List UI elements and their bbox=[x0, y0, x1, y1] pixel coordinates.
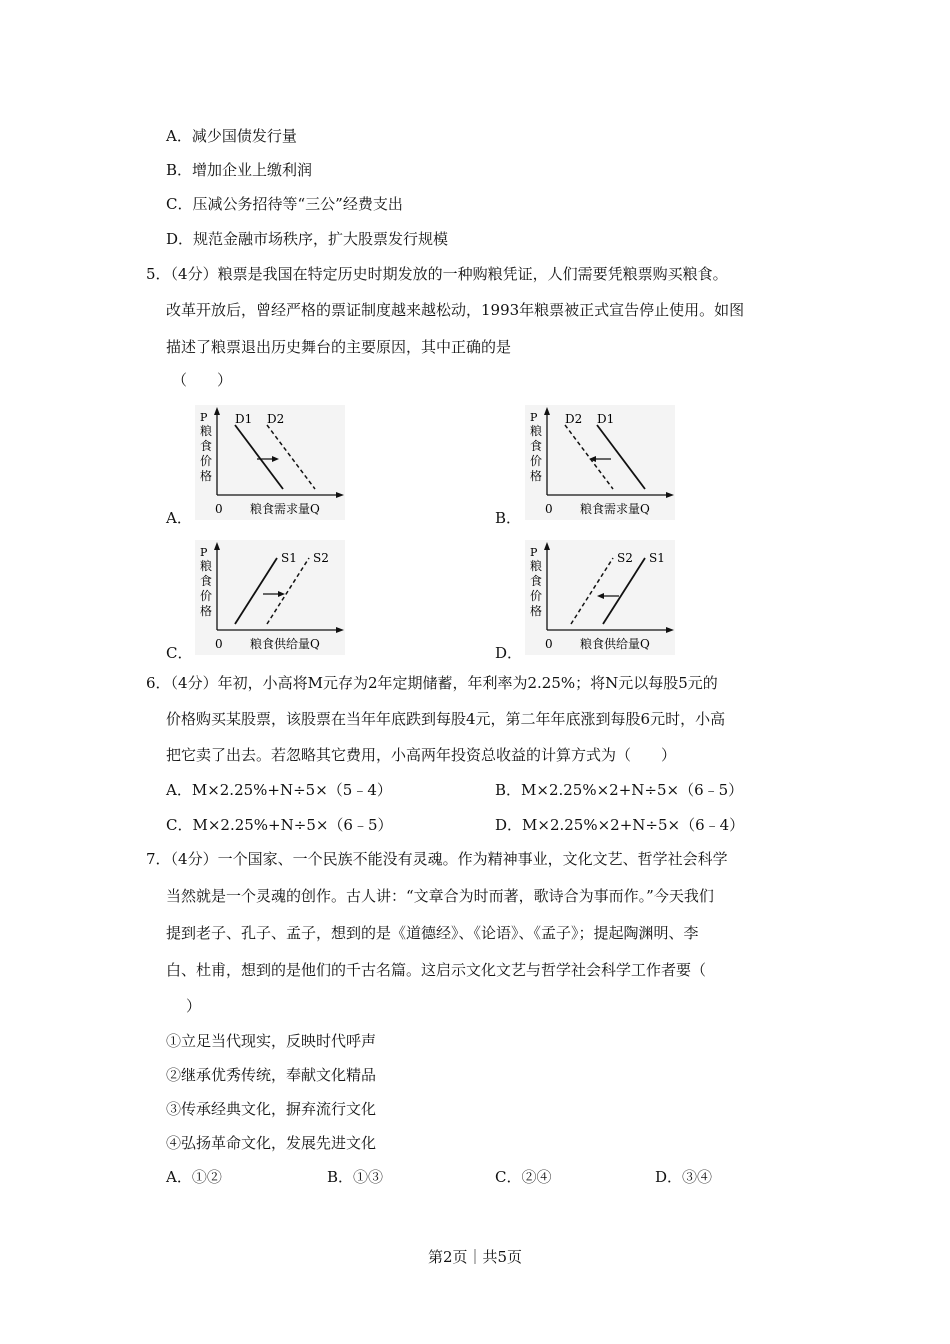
q5-c-ylabel-4: 格 bbox=[200, 604, 213, 618]
q5-stem-line-2: 改革开放后，曾经严格的票证制度越来越松动，1993年粮票被正式宣告停止使用。如图 bbox=[166, 301, 745, 319]
q6-stem-line-2: 价格购买某股票，该股票在当年年底跌到每股4元，第二年年底涨到每股6元时，小高 bbox=[166, 710, 726, 728]
q5-b-ylabel-1: 粮 bbox=[530, 424, 543, 438]
q6-option-c: C．M×2.25%+N÷5×（6﹣5） bbox=[166, 816, 393, 834]
q7-stem-line-2: 当然就是一个灵魂的创作。古人讲：“文章合为时而著，歌诗合为事而作。”今天我们 bbox=[166, 887, 714, 905]
q5-a-p-label: P bbox=[200, 411, 208, 424]
q5-b-ylabel-4: 格 bbox=[530, 469, 543, 483]
q6-option-d: D．M×2.25%×2+N÷5×（6﹣4） bbox=[495, 816, 745, 834]
q5-b-ylabel-3: 价 bbox=[530, 454, 543, 468]
q5-diagram-a bbox=[195, 405, 345, 520]
q7-item-1: ①立足当代现实，反映时代呼声 bbox=[166, 1032, 377, 1050]
q5-a-curve-1-label: D1 bbox=[235, 412, 253, 426]
q5-a-ylabel-4: 格 bbox=[200, 469, 213, 483]
q4-option-a: A．减少国债发行量 bbox=[166, 127, 297, 145]
q5-a-ylabel-1: 粮 bbox=[200, 424, 213, 438]
q7-item-2: ②继承优秀传统，奉献文化精品 bbox=[166, 1066, 377, 1084]
q5-a-ylabel-3: 价 bbox=[200, 454, 213, 468]
q5-b-xlabel: 粮食需求量Q bbox=[580, 502, 650, 516]
q5-d-xlabel: 粮食供给量Q bbox=[580, 637, 650, 651]
q5-b-origin: 0 bbox=[545, 502, 553, 516]
q7-stem-line-5: ） bbox=[186, 997, 202, 1015]
q7-item-3: ③传承经典文化，摒弃流行文化 bbox=[166, 1100, 377, 1118]
q5-option-a-label: A． bbox=[166, 509, 192, 527]
q5-b-curve-2-label: D1 bbox=[597, 412, 615, 426]
q5-d-curve-2-label: S1 bbox=[649, 551, 665, 565]
q5-d-ylabel-3: 价 bbox=[530, 589, 543, 603]
q5-option-d-label: D． bbox=[495, 644, 523, 662]
q5-b-p-label: P bbox=[530, 411, 538, 424]
q5-d-ylabel-1: 粮 bbox=[530, 559, 543, 573]
q5-d-curve-1-label: S2 bbox=[617, 551, 633, 565]
q5-a-xlabel: 粮食需求量Q bbox=[250, 502, 320, 516]
q5-d-ylabel-2: 食 bbox=[530, 574, 543, 588]
page-footer: 第2页｜共5页 bbox=[427, 1248, 523, 1266]
q7-stem-line-3: 提到老子、孔子、孟子，想到的是《道德经》、《论语》、《孟子》；提起陶渊明、李 bbox=[166, 924, 699, 942]
q7-option-b: B．①③ bbox=[327, 1168, 384, 1186]
q7-option-d: D．③④ bbox=[655, 1168, 713, 1186]
q5-c-ylabel-3: 价 bbox=[200, 589, 213, 603]
q5-a-ylabel-2: 食 bbox=[200, 439, 213, 453]
q5-c-ylabel-1: 粮 bbox=[200, 559, 213, 573]
q5-stem-line-3: 描述了粮票退出历史舞台的主要原因，其中正确的是 bbox=[166, 338, 512, 356]
q7-option-a: A．①② bbox=[166, 1168, 222, 1186]
q5-c-xlabel: 粮食供给量Q bbox=[250, 637, 320, 651]
q5-a-origin: 0 bbox=[215, 502, 223, 516]
q5-stem-line-1: 5．（4分）粮票是我国在特定历史时期发放的一种购粮凭证，人们需要凭粮票购买粮食。 bbox=[146, 265, 728, 283]
q5-a-curve-2-label: D2 bbox=[267, 412, 285, 426]
q5-option-c-label: C． bbox=[166, 644, 193, 662]
q6-stem-line-3: 把它卖了出去。若忽略其它费用，小高两年投资总收益的计算方式为（ ） bbox=[166, 746, 677, 764]
q5-c-ylabel-2: 食 bbox=[200, 574, 213, 588]
q5-d-origin: 0 bbox=[545, 637, 553, 651]
q7-item-4: ④弘扬革命文化，发展先进文化 bbox=[166, 1134, 377, 1152]
q5-option-b-label: B． bbox=[495, 509, 522, 527]
q6-option-b: B．M×2.25%×2+N÷5×（6﹣5） bbox=[495, 781, 744, 799]
q7-stem-line-4: 白、杜甫，想到的是他们的千古名篇。这启示文化文艺与哲学社会科学工作者要（ bbox=[166, 961, 707, 979]
q6-option-a: A．M×2.25%+N÷5×（5﹣4） bbox=[166, 781, 392, 799]
q4-option-d: D．规范金融市场秩序，扩大股票发行规模 bbox=[166, 230, 449, 248]
q4-option-c: C．压减公务招待等“三公”经费支出 bbox=[166, 195, 403, 213]
q5-answer-blank: （ ） bbox=[172, 371, 233, 389]
q4-option-b: B．增加企业上缴利润 bbox=[166, 161, 313, 179]
q5-d-ylabel-4: 格 bbox=[530, 604, 543, 618]
q5-b-ylabel-2: 食 bbox=[530, 439, 543, 453]
q5-diagram-d bbox=[525, 540, 675, 655]
q5-diagram-b bbox=[525, 405, 675, 520]
q5-c-p-label: P bbox=[200, 546, 208, 559]
q5-diagram-c bbox=[195, 540, 345, 655]
q5-c-curve-2-label: S2 bbox=[313, 551, 329, 565]
q5-b-curve-1-label: D2 bbox=[565, 412, 583, 426]
q5-c-curve-1-label: S1 bbox=[281, 551, 297, 565]
q5-c-origin: 0 bbox=[215, 637, 223, 651]
q5-d-p-label: P bbox=[530, 546, 538, 559]
q7-option-c: C．②④ bbox=[495, 1168, 552, 1186]
q7-stem-line-1: 7．（4分）一个国家、一个民族不能没有灵魂。作为精神事业，文化文艺、哲学社会科学 bbox=[146, 850, 728, 868]
q6-stem-line-1: 6．（4分）年初，小高将M元存为2年定期储蓄，年利率为2.25%；将N元以每股5元的 bbox=[146, 674, 718, 692]
